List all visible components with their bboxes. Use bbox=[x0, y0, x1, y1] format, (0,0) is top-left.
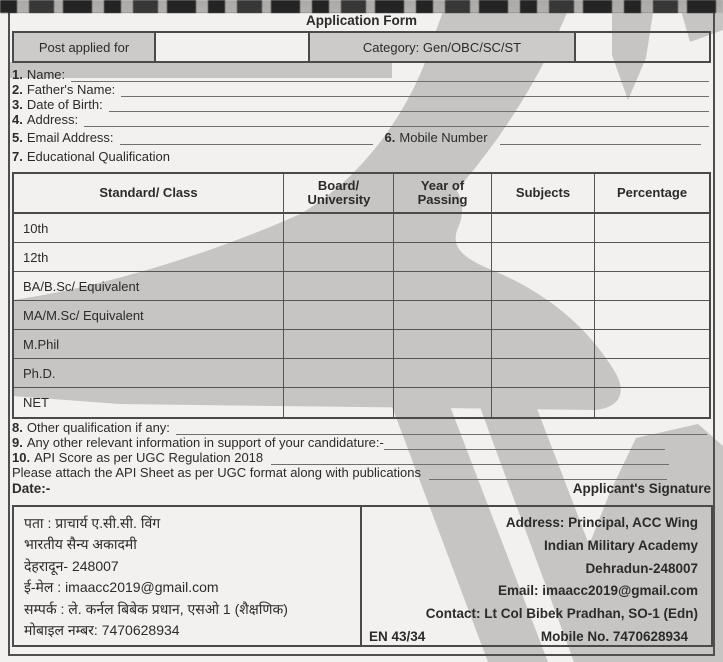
table-cell bbox=[394, 388, 492, 417]
signoff-row bbox=[12, 481, 711, 496]
field-label: API Score as per UGC Regulation 2018 bbox=[34, 450, 264, 465]
field-number: 4. bbox=[12, 112, 23, 127]
table-cell bbox=[284, 272, 394, 301]
field-address bbox=[12, 111, 709, 127]
field-number: 1. bbox=[12, 67, 23, 82]
cropped-text-strip bbox=[0, 0, 723, 13]
field-label: Any other relevant information in support of your candidature:- bbox=[26, 435, 384, 450]
hindi-email-line: ई-मेल : imaacc2019@gmail.com bbox=[24, 579, 219, 596]
blank-line bbox=[384, 436, 665, 450]
table-cell bbox=[595, 272, 709, 301]
hindi-mobile-line: मोबाइल नम्बर: 7470628934 bbox=[24, 622, 180, 639]
table-cell bbox=[492, 243, 595, 272]
category-value-cell bbox=[576, 33, 709, 61]
field-number: 2. bbox=[12, 82, 23, 97]
table-cell bbox=[595, 330, 709, 359]
reference-number: EN 43/34 bbox=[369, 628, 426, 644]
table-cell bbox=[394, 272, 492, 301]
blank-line bbox=[500, 131, 701, 145]
table-cell bbox=[284, 243, 394, 272]
table-cell bbox=[492, 214, 595, 243]
field-number: 3. bbox=[12, 97, 23, 112]
field-date-of-birth bbox=[12, 96, 709, 112]
blank-line bbox=[271, 451, 669, 465]
page-title: Application Form bbox=[306, 13, 417, 28]
api-sheet-note bbox=[12, 464, 709, 480]
field-label: Other qualification if any: bbox=[26, 420, 170, 435]
table-cell bbox=[394, 214, 492, 243]
table-cell bbox=[595, 243, 709, 272]
table-cell bbox=[394, 359, 492, 388]
blank-line bbox=[71, 68, 709, 82]
row-label: 10th bbox=[14, 214, 284, 243]
table-cell bbox=[492, 330, 595, 359]
education-table bbox=[12, 172, 711, 419]
table-cell bbox=[284, 330, 394, 359]
table-cell bbox=[595, 359, 709, 388]
field-name bbox=[12, 66, 709, 82]
row-label: Ph.D. bbox=[14, 359, 284, 388]
table-cell bbox=[394, 243, 492, 272]
column-header: Standard/ Class bbox=[14, 174, 284, 214]
table-cell bbox=[492, 388, 595, 417]
field-label: Address: bbox=[26, 112, 79, 127]
field-number: 7. bbox=[12, 149, 23, 164]
note-text: Please attach the API Sheet as per UGC format along with publications bbox=[12, 465, 422, 480]
table-cell bbox=[394, 301, 492, 330]
field-number: 9. bbox=[12, 435, 23, 450]
english-address-line: Dehradun-248007 bbox=[585, 560, 698, 576]
row-label: 12th bbox=[14, 243, 284, 272]
contact-box bbox=[12, 505, 713, 647]
blank-line bbox=[176, 421, 707, 435]
row-label: MA/M.Sc/ Equivalent bbox=[14, 301, 284, 330]
table-cell bbox=[595, 301, 709, 330]
field-number: 10. bbox=[12, 450, 31, 465]
category-label-cell: Category: Gen/OBC/SC/ST bbox=[310, 33, 576, 61]
table-cell bbox=[284, 388, 394, 417]
english-address-line: Indian Military Academy bbox=[543, 537, 698, 553]
field-label: Date of Birth: bbox=[26, 97, 103, 112]
column-header: Percentage bbox=[595, 174, 709, 214]
field-email-mobile bbox=[12, 129, 709, 145]
english-contact-line: Contact: Lt Col Bibek Pradhan, SO-1 (Edn) bbox=[425, 606, 698, 622]
table-cell bbox=[492, 359, 595, 388]
table-cell bbox=[595, 388, 709, 417]
table-cell bbox=[492, 272, 595, 301]
table-cell bbox=[394, 330, 492, 359]
row-label: M.Phil bbox=[14, 330, 284, 359]
hindi-address-line: भारतीय सैन्य अकादमी bbox=[24, 536, 137, 553]
date-label: Date:- bbox=[12, 481, 51, 496]
category-row bbox=[12, 31, 711, 63]
table-cell bbox=[595, 214, 709, 243]
field-father-name bbox=[12, 81, 709, 97]
english-mobile-line: Mobile No. 7470628934 bbox=[540, 628, 688, 644]
blank-line bbox=[121, 83, 709, 97]
field-educational-qualification bbox=[12, 148, 709, 164]
post-applied-label-cell: Post applied for bbox=[14, 33, 156, 61]
blank-line bbox=[429, 466, 667, 480]
post-applied-value-cell bbox=[156, 33, 310, 61]
hindi-address-line: पता : प्राचार्य ए.सी.सी. विंग bbox=[24, 515, 161, 531]
blank-line bbox=[84, 113, 709, 127]
field-number: 8. bbox=[12, 420, 23, 435]
field-label: Educational Qualification bbox=[26, 149, 170, 164]
field-other-information bbox=[12, 434, 709, 450]
field-label: Name: bbox=[26, 67, 66, 82]
table-cell bbox=[284, 214, 394, 243]
field-label: Mobile Number bbox=[399, 130, 488, 145]
field-label: Father's Name: bbox=[26, 82, 116, 97]
field-other-qualification bbox=[12, 419, 709, 435]
column-header: Subjects bbox=[492, 174, 595, 214]
column-header: Year of Passing bbox=[394, 174, 492, 214]
hindi-contact-line: सम्पर्क : ले. कर्नल बिबेक प्रधान, एसओ 1 (शैक्षणिक) bbox=[24, 600, 288, 617]
table-cell bbox=[492, 301, 595, 330]
contact-english bbox=[362, 507, 711, 645]
field-api-score bbox=[12, 449, 709, 465]
applicant-signature-label: Applicant's Signature bbox=[572, 481, 711, 496]
blank-line bbox=[120, 131, 373, 145]
blank-line bbox=[109, 98, 709, 112]
field-number: 6. bbox=[384, 130, 396, 145]
row-label: BA/B.Sc/ Equivalent bbox=[14, 272, 284, 301]
field-label: Email Address: bbox=[26, 130, 114, 145]
row-label: NET bbox=[14, 388, 284, 417]
english-address-line: Address: Principal, ACC Wing bbox=[505, 515, 698, 530]
hindi-address-line: देहरादून- 248007 bbox=[24, 557, 119, 574]
table-cell bbox=[284, 359, 394, 388]
table-cell bbox=[284, 301, 394, 330]
contact-hindi bbox=[14, 507, 362, 645]
footer-last-line bbox=[369, 626, 698, 649]
column-header: Board/ University bbox=[284, 174, 394, 214]
field-number: 5. bbox=[12, 130, 23, 145]
english-email-line: Email: imaacc2019@gmail.com bbox=[497, 583, 698, 599]
